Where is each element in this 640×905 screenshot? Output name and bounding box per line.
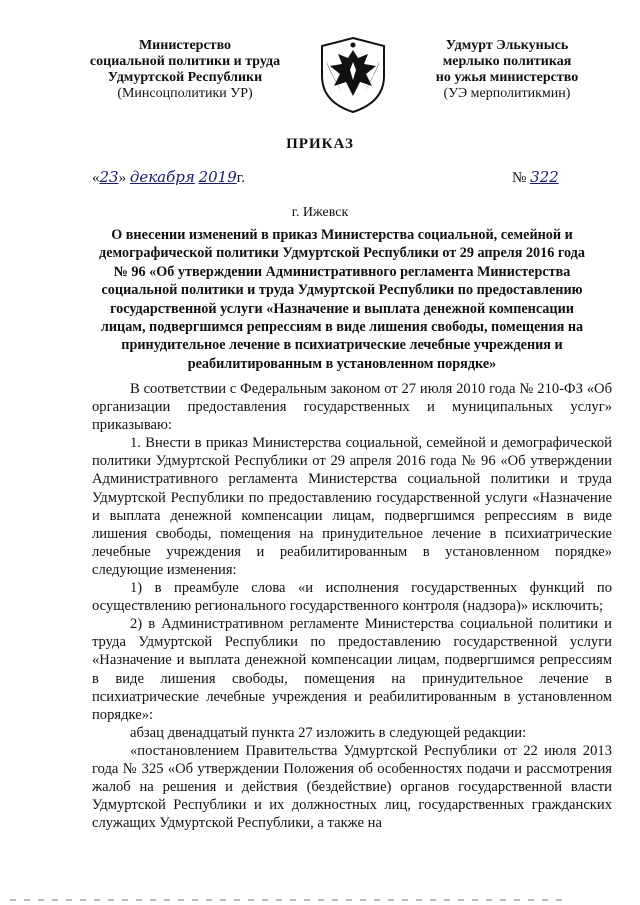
- order-heading: О внесении изменений в приказ Министерства социальной, семейной и демографической политики Удмуртской Республики от 29 апреля 2016 года № 96 «Об утверждении Административного регламента Министерства социальной политики и труда Удмуртской Республики по предоставлению государственной услуги «Назначение и выплата денежной компенсации лицам, подвергшимся репрессиям в виде лишения свободы, помещения на принудительное лечение в психиатрические лечебные учреждения и реабилитированным в установленном порядке»: [99, 227, 585, 372]
- order-date: [92, 168, 245, 187]
- header-left: [70, 38, 300, 102]
- header-left-line2: социальной политики и труда: [89, 54, 281, 69]
- header-left-line1: Министерство: [138, 38, 232, 53]
- body-paragraph-2: 1. Внести в приказ Министерства социальной, семейной и демографической политики Удмуртской Республики от 29 апреля 2016 года № 96 «Об утверждении Административного регламента Министерства социальной политики и труда Удмуртской Республики по предоставлению государственной услуги «Назначение и выплата денежной компенсации лицам, подвергшимся репрессиям в виде лишения свободы, помещения на принудительное лечение в психиатрические лечебные учреждения и реабилитированным в установленном порядке» следующие изменения:: [92, 435, 612, 578]
- number-value: 322: [530, 168, 559, 186]
- header-right: [392, 38, 622, 102]
- header-right-line1: Удмурт Элькунысь: [445, 38, 569, 53]
- body-paragraph-4: 2) в Административном регламенте Министерства социальной политики и труда Удмуртской Республики по предоставлению государственной услуги «Назначение и выплата денежной компенсации лицам, подвергшимся репрессиям в виде лишения свободы, помещения на принудительное лечение в психиатрические лечебные учреждения и реабилитированным в установленном порядке»:: [92, 616, 612, 723]
- udmurt-coat-of-arms-icon: [318, 36, 388, 114]
- header-right-line2: мерлыко политикая: [442, 54, 572, 69]
- header-left-line3: Удмуртской Республики: [107, 70, 263, 85]
- city: г. Ижевск: [291, 205, 349, 220]
- header-left-line4: (Минсоцполитики УР): [117, 86, 253, 101]
- header-right-line4: (УЭ мерполитикмин): [443, 86, 571, 101]
- body-paragraph-1: В соответствии с Федеральным законом от 27 июля 2010 года № 210-ФЗ «Об организации предоставления государственных и муниципальных услуг» приказываю:: [92, 381, 612, 434]
- date-month: декабря: [129, 168, 195, 186]
- order-body: [92, 380, 612, 832]
- date-year-suffix: г.: [236, 170, 245, 186]
- scan-footer-strip: [10, 899, 570, 901]
- date-open-quote: «: [92, 170, 100, 186]
- body-paragraph-6: «постановлением Правительства Удмуртской Республики от 22 июля 2013 года № 325 «Об утверждении Положения об особенностях подачи и рассмотрения жалоб на решения и действия (бездействие) органов государственной власти Удмуртской Республики и их должностных лиц, государственных гражданских служащих Удмуртской Республики, а также на: [92, 742, 612, 832]
- document-title: ПРИКАЗ: [286, 136, 354, 152]
- date-year: 2019: [198, 168, 237, 186]
- body-paragraph-3: 1) в преамбуле слова «и исполнения государственных функций по осуществлению регионального государственного контроля (надзора)» исключить;: [92, 580, 612, 615]
- body-paragraph-5: абзац двенадцатый пункта 27 изложить в следующей редакции:: [130, 724, 527, 741]
- number-prefix: №: [512, 170, 527, 186]
- date-close-quote: »: [118, 170, 127, 186]
- date-day: 23: [99, 168, 119, 186]
- order-number: [512, 168, 559, 187]
- header-right-line3: но ужья министерство: [435, 70, 579, 85]
